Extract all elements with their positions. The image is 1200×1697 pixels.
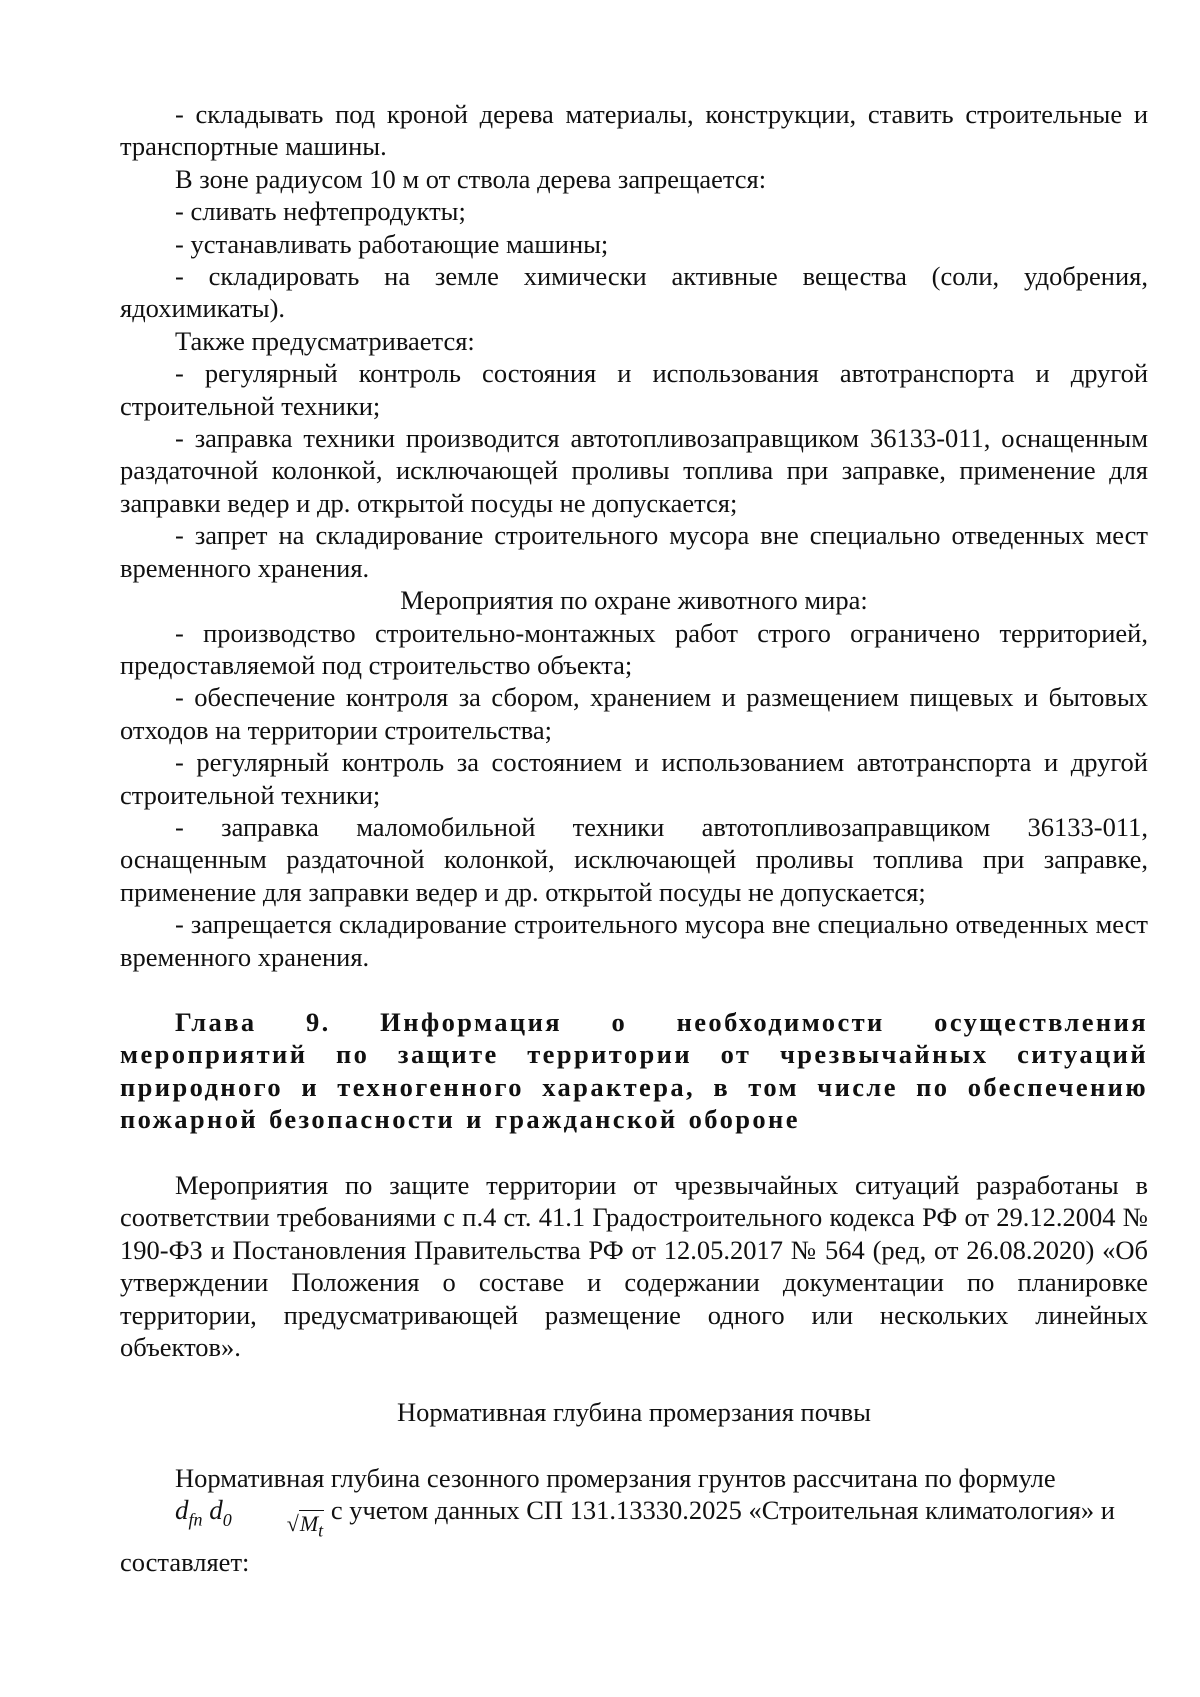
formula-intro: Нормативная глубина сезонного промерзания грунтов рассчитана по формуле (175, 1462, 1056, 1493)
list-item: - сливать нефтепродукты; (175, 196, 466, 227)
list-item: - регулярный контроль за состоянием и использованием автотранспорта и другой строительной техники; (120, 747, 1148, 810)
list-item: - складировать на земле химически активные вещества (соли, удобрения, ядохимикаты). (120, 261, 1148, 324)
list-item: - запрещается складирование строительного мусора вне специально отведенных мест временного хранения. (120, 909, 1148, 972)
paragraph: Также предусматривается: (175, 325, 475, 356)
chapter-heading: Глава 9. Информация о необходимости осуществления мероприятий по защите территории от чрезвычайных ситуаций природного и техногенного характера, в том числе по обеспечению пожарной безопасности и гражданской обороне (120, 1006, 1148, 1135)
list-item: - заправка маломобильной техники автотопливозаправщиком 36133-011, оснащенным раздаточной колонкой, исключающей проливы топлива при заправке, применение для заправки ведер и др. открытой посуды не допускается; (120, 811, 1148, 907)
list-item: - регулярный контроль состояния и использования автотранспорта и другой строительной техники; (120, 358, 1148, 421)
sqrt-sign: $√M_t$ (286, 1510, 324, 1540)
formula: $d_{fn}$ $d_{0 √M_t}$ (175, 1495, 324, 1525)
paragraph: В зоне радиусом 10 м от ствола дерева запрещается: (175, 163, 767, 194)
document-page (120, 98, 1148, 1579)
subheading: Нормативная глубина промерзания почвы (397, 1397, 871, 1428)
list-item: - заправка техники производится автотопливозаправщиком 36133-011, оснащенным раздаточной колонкой, исключающей проливы топлива при заправке, применение для заправки ведер и др. открытой посуды не допускается; (120, 423, 1148, 518)
list-item: - устанавливать работающие машины; (175, 228, 609, 259)
paragraph: - складывать под кроной дерева материалы, конструкции, ставить строительные и транспортные машины. (120, 99, 1148, 162)
list-item: - запрет на складирование строительного мусора вне специально отведенных мест временного хранения. (120, 520, 1148, 583)
paragraph: составляет: (120, 1547, 250, 1578)
fauna-section-title: Мероприятия по охране животного мира: (400, 585, 868, 616)
list-item: - производство строительно-монтажных работ строго ограничено территорией, предоставляемой под строительство объекта; (120, 617, 1148, 680)
chapter-paragraph: Мероприятия по защите территории от чрезвычайных ситуаций разработаны в соответствии требованиями с п.4 ст. 41.1 Градостроительного кодекса РФ от 29.12.2004 № 190-ФЗ и Постановления Правительства РФ от 12.05.2017 № 564 (ред, от 26.08.2020) «Об утверждении Положения о составе и содержании документации по планировке территории, предусматривающей размещение одного или нескольких линейных объектов». (120, 1169, 1148, 1362)
list-item: - обеспечение контроля за сбором, хранением и размещением пищевых и бытовых отходов на территории строительства; (120, 682, 1148, 745)
formula-line: $d_{fn}$ $d_{0 √M_t}$ с учетом данных СП 131.13330.2025 «Строительная климатология» и (120, 1494, 1148, 1546)
